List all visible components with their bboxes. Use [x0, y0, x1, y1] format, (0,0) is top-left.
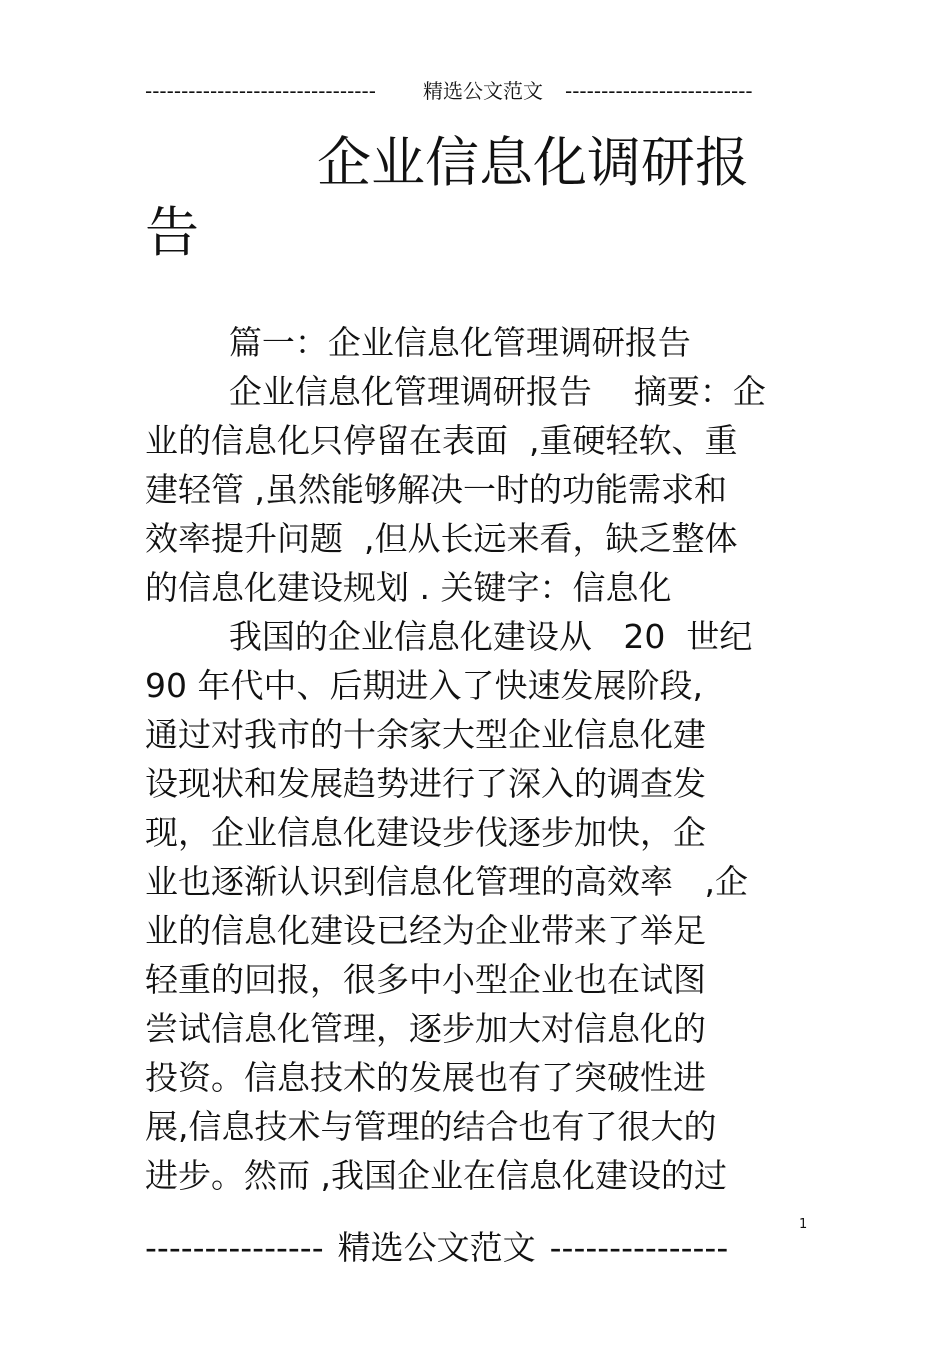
body-line: 的信息化建设规划 . 关键字：信息化: [145, 568, 672, 607]
header-dash-right: --------------------------: [565, 79, 753, 103]
body-line: 业也逐渐认识到信息化管理的高效率 ,企: [145, 862, 748, 901]
body-line: 投资。信息技术的发展也有了突破性进: [145, 1058, 706, 1097]
page-footer: [145, 1226, 775, 1270]
body-line: 展,信息技术与管理的结合也有了很大的: [145, 1107, 717, 1146]
page-number: 1: [799, 1217, 808, 1232]
document-title: [145, 128, 785, 268]
body-line: 我国的企业信息化建设从 20 世纪: [145, 617, 753, 656]
body-line: 业的信息化只停留在表面 ,重硬轻软、重: [145, 421, 738, 460]
body-line: 篇一：企业信息化管理调研报告: [145, 323, 691, 362]
body-line: 业的信息化建设已经为企业带来了举足: [145, 911, 706, 950]
title-line-2: 告: [145, 201, 199, 264]
footer-dash-left: ---------------: [145, 1228, 324, 1267]
body-line: 企业信息化管理调研报告 摘要：企: [145, 372, 766, 411]
title-line-1: 企业信息化调研报: [317, 131, 749, 194]
body-line: 效率提升问题 ,但从长远来看，缺乏整体: [145, 519, 738, 558]
body-line: 现，企业信息化建设步伐逐步加快，企: [145, 813, 706, 852]
page-header: [145, 78, 775, 104]
body-line: 进步。然而 ,我国企业在信息化建设的过: [145, 1156, 727, 1195]
body-line: 设现状和发展趋势进行了深入的调查发: [145, 764, 706, 803]
footer-text: 精选公文范文: [337, 1228, 536, 1267]
footer-dash-right: ---------------: [549, 1228, 729, 1267]
body-line: 通过对我市的十余家大型企业信息化建: [145, 715, 706, 754]
body-line: 轻重的回报，很多中小型企业也在试图: [145, 960, 706, 999]
body-line: 90 年代中、后期进入了快速发展阶段,: [145, 666, 703, 705]
header-dash-left: --------------------------------: [145, 79, 376, 103]
body-line: 建轻管 ,虽然能够解决一时的功能需求和: [145, 470, 727, 509]
body-line: 尝试信息化管理，逐步加大对信息化的: [145, 1009, 706, 1048]
body-text: [145, 318, 810, 1200]
header-text: 精选公文范文: [423, 79, 543, 103]
